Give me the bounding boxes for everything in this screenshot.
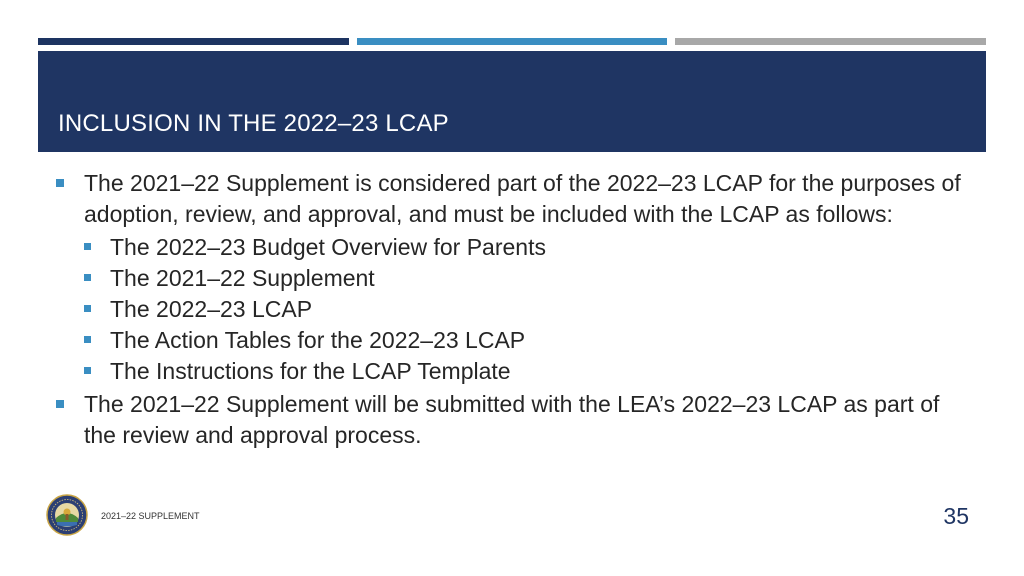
sub-bullet-item xyxy=(84,325,976,356)
square-bullet-icon xyxy=(84,336,91,343)
sub-bullet-item xyxy=(84,356,976,387)
top-accent-bar-gray xyxy=(675,38,986,45)
sub-bullet-item xyxy=(84,294,976,325)
slide-title: INCLUSION IN THE 2022–23 LCAP xyxy=(58,110,449,137)
sub-bullet-text: The 2022–23 LCAP xyxy=(110,296,313,322)
bullet-item xyxy=(56,389,976,451)
square-bullet-icon xyxy=(84,367,91,374)
sub-bullet-item xyxy=(84,263,976,294)
square-bullet-icon xyxy=(56,179,64,187)
sub-bullet-text: The Action Tables for the 2022–23 LCAP xyxy=(110,327,526,353)
sub-bullet-text: The Instructions for the LCAP Template xyxy=(110,358,511,384)
square-bullet-icon xyxy=(84,243,91,250)
sub-bullet-item xyxy=(84,232,976,263)
top-accent-bar-blue xyxy=(357,38,667,45)
square-bullet-icon xyxy=(56,400,64,408)
slide-content xyxy=(56,168,976,453)
square-bullet-icon xyxy=(84,305,91,312)
bullet-item xyxy=(56,168,976,230)
sub-bullet-text: The 2021–22 Supplement xyxy=(110,265,375,291)
page-number: 35 xyxy=(943,503,969,529)
sub-bullet-list xyxy=(56,232,976,387)
sub-bullet-text: The 2022–23 Budget Overview for Parents xyxy=(110,234,546,260)
state-seal-icon xyxy=(46,494,88,536)
title-band xyxy=(38,51,986,152)
square-bullet-icon xyxy=(84,274,91,281)
top-accent-bar-navy xyxy=(38,38,349,45)
bullet-text: The 2021–22 Supplement will be submitted with the LEA’s 2022–23 LCAP as part of the review and approval process. xyxy=(84,391,940,448)
footer-label: 2021–22 SUPPLEMENT xyxy=(101,511,200,521)
bullet-text: The 2021–22 Supplement is considered part of the 2022–23 LCAP for the purposes of adoption, review, and approval, and must be included with the LCAP as follows: xyxy=(84,170,961,227)
